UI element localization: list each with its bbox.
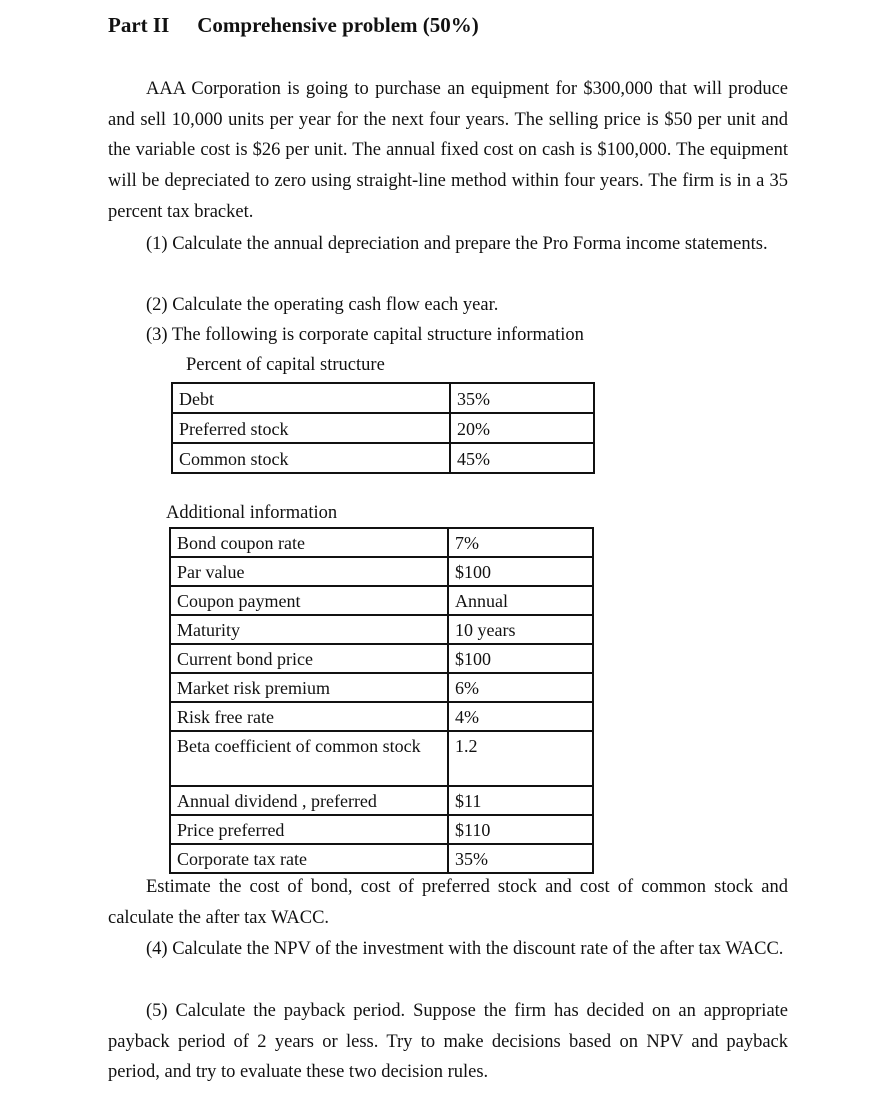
question-3: (3) The following is corporate capital structure information xyxy=(146,325,584,345)
question-2: (2) Calculate the operating cash flow each year. xyxy=(146,295,499,315)
capital-structure-table xyxy=(171,382,595,474)
row-label: Maturity xyxy=(170,615,448,644)
section-title: Comprehensive problem (50%) xyxy=(197,13,479,37)
row-value: 20% xyxy=(450,413,594,443)
row-value: 35% xyxy=(448,844,593,873)
question-3-task: Estimate the cost of bond, cost of preferred stock and cost of common stock and calculate the after tax WACC. xyxy=(108,877,788,928)
additional-info-caption: Additional information xyxy=(166,503,338,523)
row-value: $100 xyxy=(448,557,593,586)
intro-paragraph: AAA Corporation is going to purchase an equipment for $300,000 that will produce and sell 10,000 units per year for the next four years. The selling price is $50 per unit and the variable cost is $26 per unit. The annual fixed cost on cash is $100,000. The equipment will be depreciated to zero using straight-line method within four years. The firm is in a 35 percent tax bracket. xyxy=(108,79,788,222)
row-label: Bond coupon rate xyxy=(170,528,448,557)
row-label: Par value xyxy=(170,557,448,586)
row-value: 1.2 xyxy=(448,731,593,786)
table-row xyxy=(170,615,593,644)
row-value: $11 xyxy=(448,786,593,815)
question-4: (4) Calculate the NPV of the investment with the discount rate of the after tax WACC. xyxy=(146,939,784,959)
row-label: Market risk premium xyxy=(170,673,448,702)
additional-info-table xyxy=(169,527,594,874)
table-row xyxy=(170,815,593,844)
question-1: (1) Calculate the annual depreciation and prepare the Pro Forma income statements. xyxy=(146,234,768,254)
capital-structure-caption: Percent of capital structure xyxy=(186,355,385,375)
table-row xyxy=(170,844,593,873)
row-label: Current bond price xyxy=(170,644,448,673)
row-value: $100 xyxy=(448,644,593,673)
row-value: 45% xyxy=(450,443,594,473)
question-5: (5) Calculate the payback period. Suppose the firm has decided on an appropriate payback period of 2 years or less. Try to make decisions based on NPV and payback period, and try to evaluate these two decision rules. xyxy=(108,1001,788,1083)
row-label: Annual dividend , preferred xyxy=(170,786,448,815)
row-value: $110 xyxy=(448,815,593,844)
table-row xyxy=(170,673,593,702)
table-row xyxy=(170,702,593,731)
row-value: Annual xyxy=(448,586,593,615)
table-row xyxy=(170,644,593,673)
row-value: 10 years xyxy=(448,615,593,644)
row-label: Coupon payment xyxy=(170,586,448,615)
table-row xyxy=(170,528,593,557)
row-value: 7% xyxy=(448,528,593,557)
table-row xyxy=(170,586,593,615)
section-heading xyxy=(108,13,479,38)
row-label: Price preferred xyxy=(170,815,448,844)
row-label: Beta coefficient of common stock xyxy=(170,731,448,786)
table-row xyxy=(172,413,594,443)
row-label: Debt xyxy=(172,383,450,413)
table-row xyxy=(170,786,593,815)
row-value: 35% xyxy=(450,383,594,413)
row-label: Preferred stock xyxy=(172,413,450,443)
row-label: Risk free rate xyxy=(170,702,448,731)
table-row xyxy=(172,443,594,473)
row-label: Corporate tax rate xyxy=(170,844,448,873)
row-value: 4% xyxy=(448,702,593,731)
row-label: Common stock xyxy=(172,443,450,473)
table-row xyxy=(170,731,593,786)
part-label: Part II xyxy=(108,13,170,37)
table-row xyxy=(172,383,594,413)
table-row xyxy=(170,557,593,586)
row-value: 6% xyxy=(448,673,593,702)
